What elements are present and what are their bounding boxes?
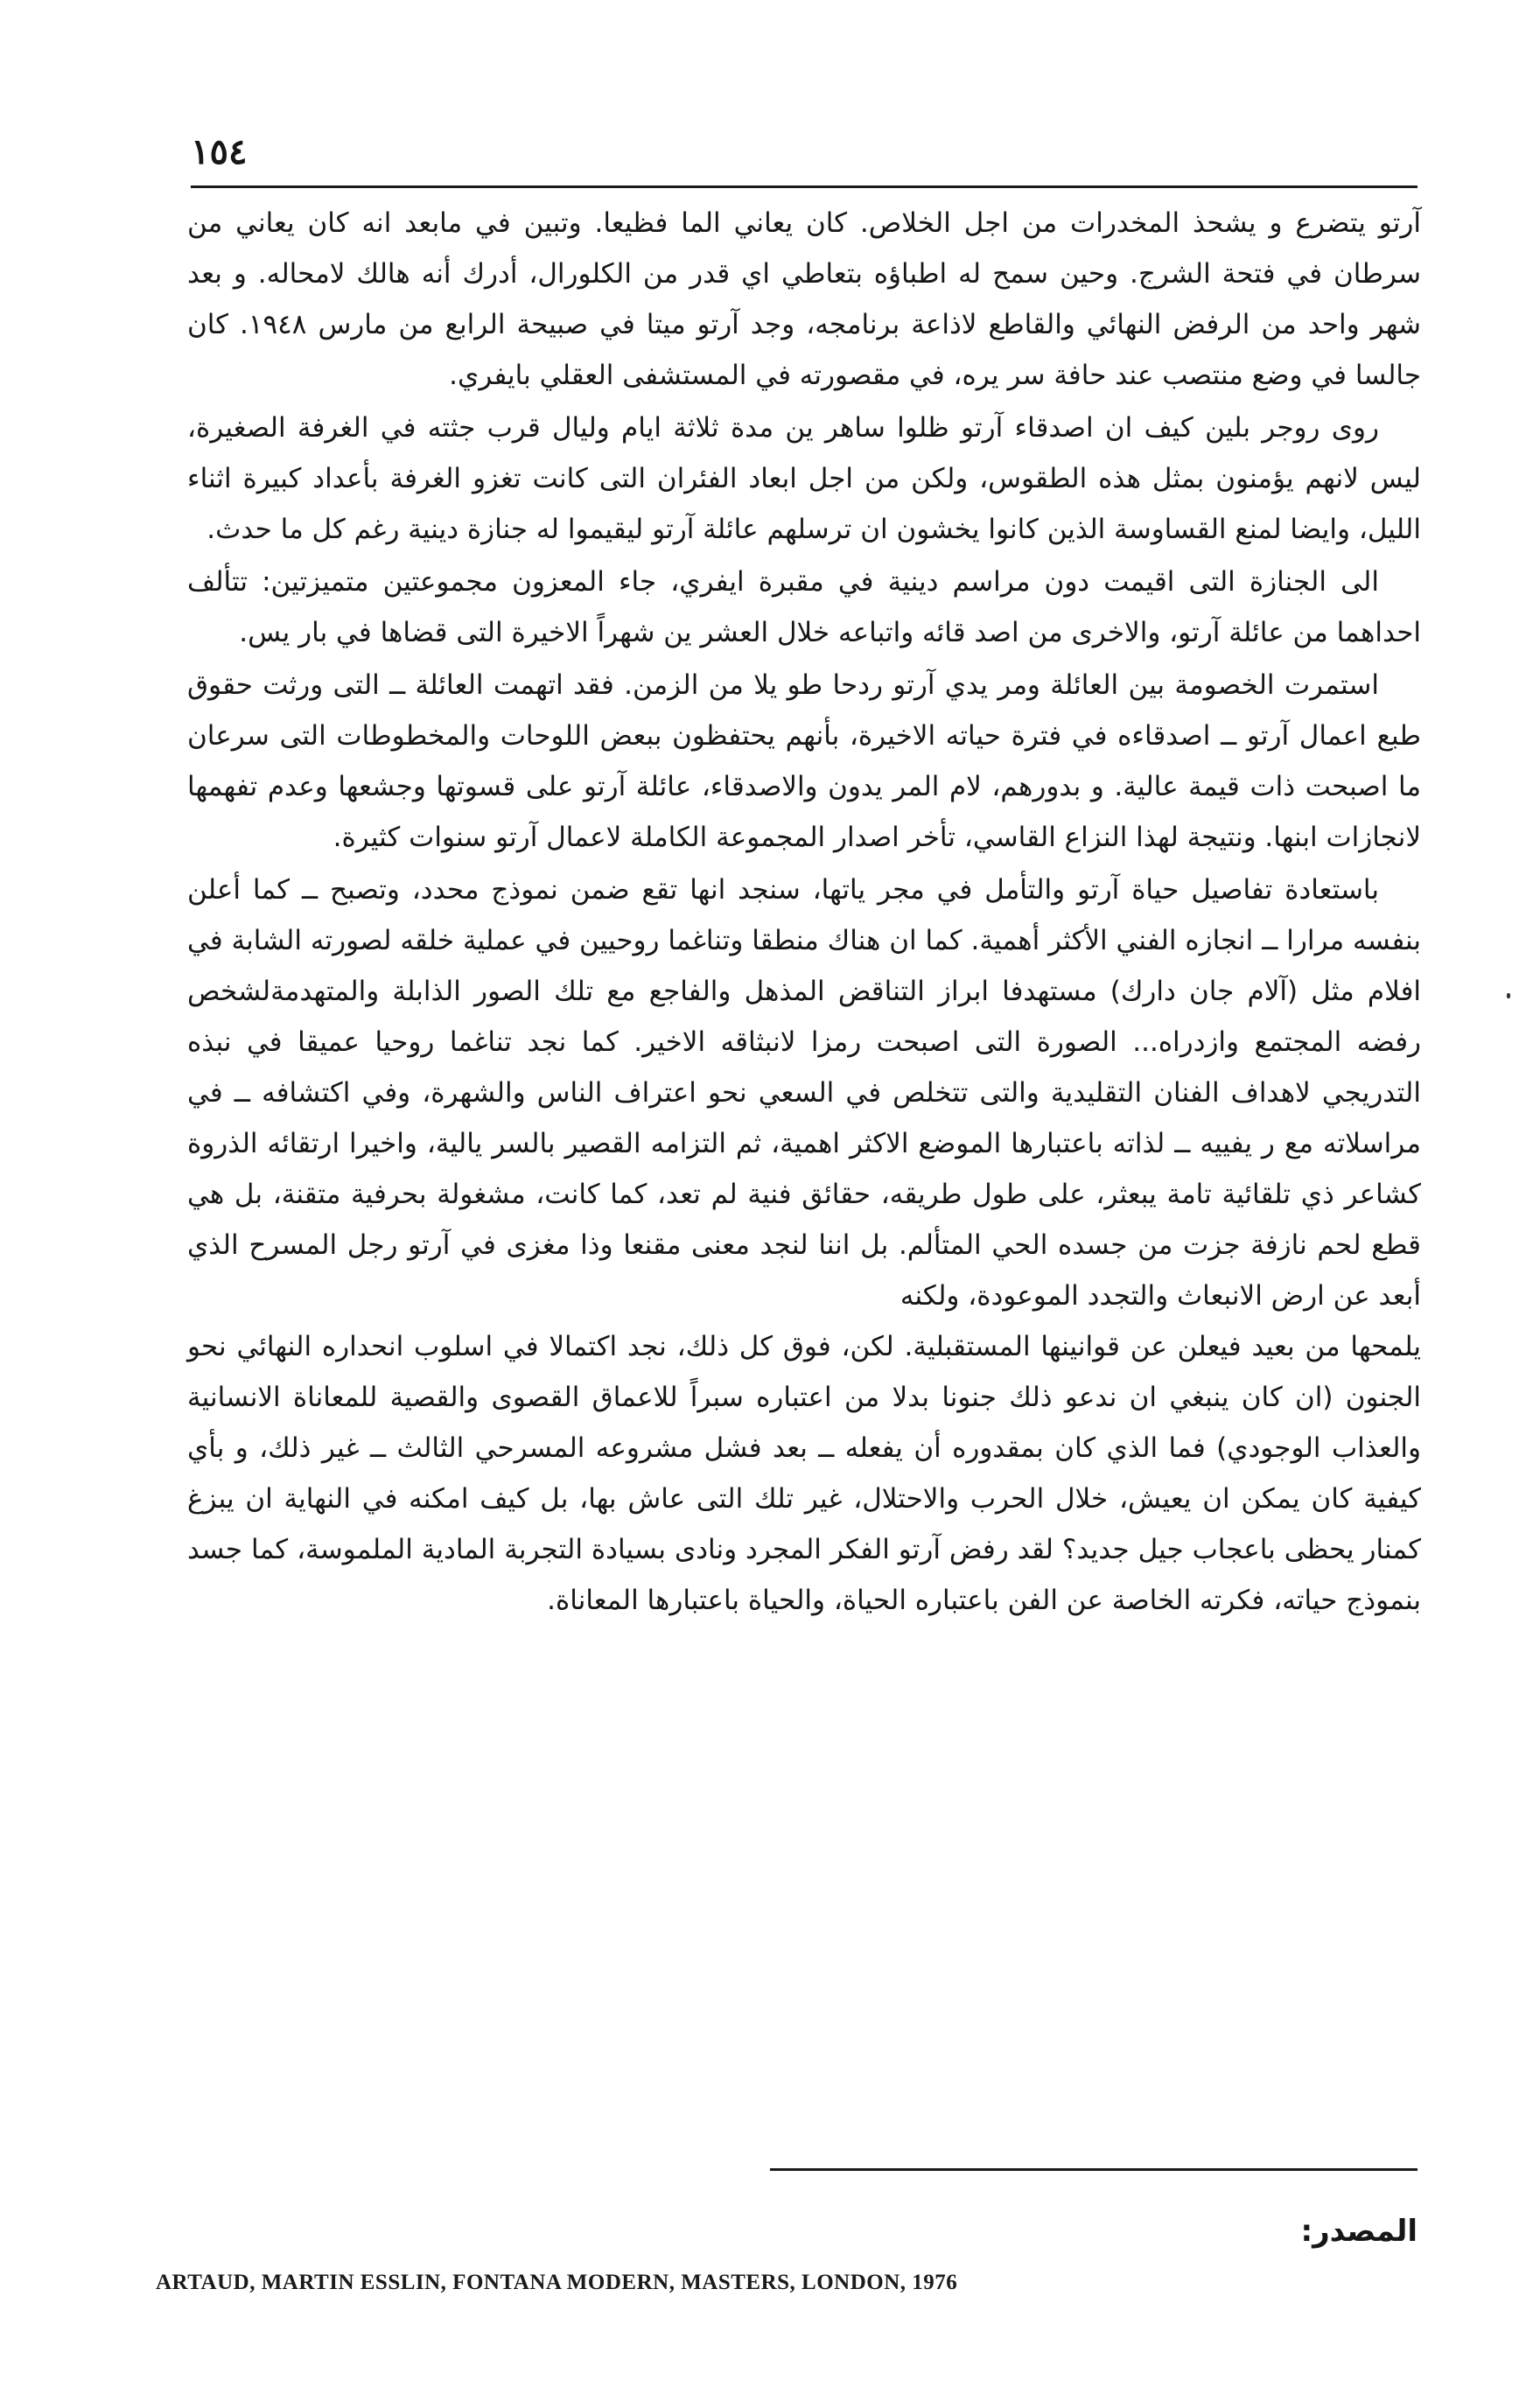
footnote-rule [770, 2168, 1418, 2171]
paragraph-3 [187, 556, 1421, 658]
paragraph-text: استمرت الخصومة بين العائلة ومر يدي آرتو ردحا طو يلا من الزمن. فقد اتهمت العائلة ــ التى ورثت حقوق طبع اعمال آرتو ــ اصدقاءه في فترة حياته الاخيرة، بأنهم يحتفظون ببعض اللوحات والمخطوطات التى سرعان ما اصبحت ذات قيمة عالية. و بدورهم، لام المر يدون والاصدقاء، عائلة آرتو على قسوتها وجشعها وعدم تفهمها لانجازات ابنها. ونتيجة لهذا النزاع القاسي، تأخر اصدار المجموعة الكاملة لاعمال آرتو سنوات كثيرة. [187, 669, 1421, 853]
source-label: المصدر: [1300, 2214, 1418, 2249]
paragraph-4 [187, 660, 1421, 863]
paragraph-text: باستعادة تفاصيل حياة آرتو والتأمل في مجر ياتها، سنجد انها تقع ضمن نموذج محدد، وتصبح ــ كما أعلن بنفسه مرارا ــ انجازه الفني الأكثر أهمية. كما ان هناك منطقا وتناغما روحيين في عملية خلقه لصورته الشابة في افلام مثل (آلام جان دارك) مستهدفا ابراز التناقض المذهل والفاجع مع تلك الصور الذابلة والمتهدمةلشخص رفضه المجتمع وازدراه... الصورة التى اصبحت رمزا لانبثاقه الاخير. كما نجد تناغما روحيا عميقا في نبذه التدريجي لاهداف الفنان التقليدية والتى تتخلص في السعي نحو اعتراف الناس والشهرة، وفي اكتشافه ــ في مراسلاته مع ر يفييه ــ لذاته باعتبارها الموضع الاكثر اهمية، ثم التزامه القصير بالسر يالية، واخيرا ارتقائه الذروة كشاعر ذي تلقائية تامة يبعثر، على طول طريقه، حقائق فنية لم تعد، كما كانت، مشغولة بحرفية متقنة، بل هي قطع لحم نازفة جزت من جسده الحي المتألم. بل اننا لنجد معنى مقنعا وذا مغزى في آرتو رجل المسرح الذي أبعد عن ارض الانبعاث والتجدد الموعودة، ولكنه [187, 874, 1421, 1312]
paragraph-text: الى الجنازة التى اقيمت دون مراسم دينية في مقبرة ايفري، جاء المعزون مجموعتين متميزتين: تتألف احداهما من عائلة آرتو، والاخرى من اصد قائه واتباعه خلال العشر ين شهراً الاخيرة التى قضاها في بار يس. [187, 566, 1421, 648]
paragraph-text: آرتو يتضرع و يشحذ المخدرات من اجل الخلاص. كان يعاني الما فظيعا. وتبين في مابعد انه كان يعاني من سرطان في فتحة الشرج. وحين سمح له اطباؤه بتعاطي اي قدر من الكلورال، أدرك أنه هالك لامحاله. و بعد شهر واحد من الرفض النهائي والقاطع لاذاعة برنامجه، وجد آرتو ميتا في صبيحة الرابع من مارس ١٩٤٨. كان جالسا في وضع منتصب عند حافة سر يره، في مقصورته في المستشفى العقلي بايفري. [187, 207, 1422, 391]
page-number: ١٥٤ [191, 131, 248, 172]
paragraph-text: روى روجر بلين كيف ان اصدقاء آرتو ظلوا ساهر ين مدة ثلاثة ايام وليال قرب جثته في الغرفة الصغيرة، ليس لانهم يؤمنون بمثل هذه الطقوس، ولكن من اجل ابعاد الفئران التى كانت تغزو الغرفة بأعداد كبيرة اثناء الليل، وايضا لمنع القساوسة الذين كانوا يخشون ان ترسلهم عائلة آرتو ليقيموا له جنازة دينية رغم كل ما حدث. [187, 412, 1421, 545]
body-text [187, 198, 1421, 1628]
paragraph-2 [187, 402, 1421, 555]
paragraph-5 [187, 864, 1421, 1626]
source-citation: ARTAUD, MARTIN ESSLIN, FONTANA MODERN, MASTERS, LONDON, 1976 [156, 2271, 958, 2294]
paragraph-text: يلمحها من بعيد فيعلن عن قوانينها المستقبلية. لكن، فوق كل ذلك، نجد اكتمالا في اسلوب انحداره النهائي نحو الجنون (ان كان ينبغي ان ندعو ذلك جنونا بدلا من اعتباره سبراً للاعماق القصوى والقصية للمعاناة الانسانية والعذاب الوجودي) فما الذي كان بمقدوره أن يفعله ــ بعد فشل مشروعه المسرحي الثالث ــ غير ذلك، و بأي كيفية كان يمكن ان يعيش، خلال الحرب والاحتلال، غير تلك التى عاش بها، بل كيف امكنه في النهاية ان يبزغ كمنار يحظى باعجاب جيل جديد؟ لقد رفض آرتو الفكر المجرد ونادى بسيادة التجربة المادية الملموسة، كما جسد بنموذج حياته، فكرته الخاصة عن الفن باعتباره الحياة، والحياة باعتبارها المعاناة. [187, 1331, 1421, 1616]
header-rule [191, 186, 1418, 188]
stray-ink-mark [1507, 993, 1510, 998]
paragraph-1 [187, 198, 1421, 401]
